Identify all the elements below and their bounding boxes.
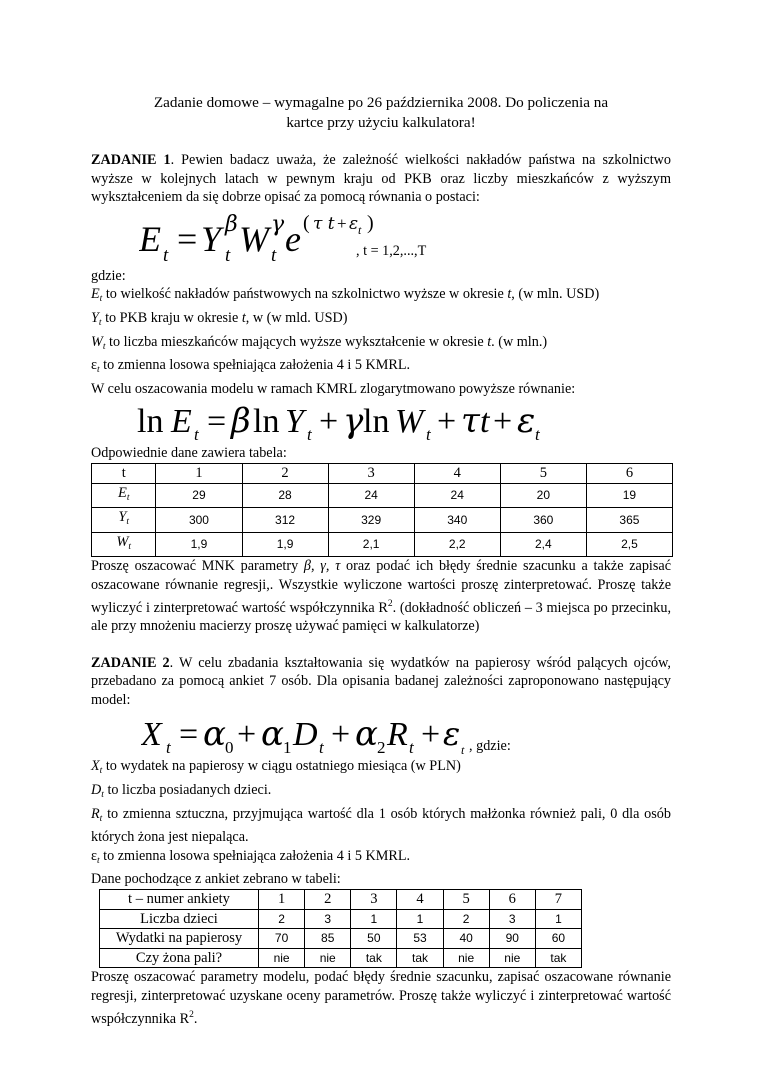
table-cell: 2 — [242, 463, 328, 483]
svg-text:E: E — [171, 403, 192, 441]
table-cell: 360 — [500, 508, 586, 533]
table-cell: t – numer ankiety — [100, 890, 259, 910]
table-cell: 5 — [443, 890, 489, 910]
table-cell: 1 — [397, 909, 443, 929]
table-cell: 300 — [156, 508, 242, 533]
table-row — [92, 508, 673, 533]
task1-data-table — [91, 463, 673, 557]
svg-text:α: α — [355, 714, 378, 755]
table-cell: 7 — [535, 890, 581, 910]
svg-text:t: t — [163, 244, 169, 266]
def-eps: $\varepsilon_t$ to zmienna losowa spełniająca założenia 4 i 5 KMRL. — [91, 357, 411, 376]
table-row-label: Wydatki na papierosy — [100, 929, 259, 949]
model-equation-formula — [139, 209, 559, 267]
svg-text:ln: ln — [363, 403, 390, 441]
svg-text:t: t — [535, 425, 540, 445]
def-D: $D_t$ to liczba posiadanych dzieci. — [91, 782, 272, 801]
svg-text:+: + — [331, 716, 351, 754]
svg-text:t: t — [194, 425, 199, 445]
def-eps-2: $\varepsilon_t$ to zmienna losowa spełniająca założenia 4 i 5 KMRL. — [91, 847, 411, 866]
svg-text:(: ( — [303, 211, 310, 234]
svg-text:W: W — [239, 218, 269, 259]
def-R: $R_t$ to zmienna sztuczna, przyjmująca wartość dla 1 osób których małżonka również pali, 0 dla osób których żona jest niepaląca. — [91, 805, 671, 846]
table-cell: 2,5 — [586, 532, 672, 557]
svg-text:+: + — [319, 403, 339, 441]
table-cell: 50 — [351, 929, 397, 949]
table-cell: 85 — [305, 929, 351, 949]
svg-text:τ t: τ t — [313, 213, 335, 234]
table-cell: tak — [351, 948, 397, 968]
table-cell: 70 — [259, 929, 305, 949]
table-row — [92, 532, 673, 557]
table-cell: 1,9 — [242, 532, 328, 557]
table-cell: 2 — [305, 890, 351, 910]
svg-text:ε: ε — [517, 401, 536, 442]
equation-range: , t = 1,2,...,T — [356, 242, 427, 259]
table-cell: 4 — [397, 890, 443, 910]
document-page — [91, 93, 671, 1028]
svg-text:): ) — [367, 211, 374, 234]
task2-heading: ZADANIE 2 — [91, 654, 170, 671]
title-line-2: kartce przy użyciu kalkulatora! — [286, 114, 476, 131]
table-cell: t — [92, 463, 156, 483]
svg-text:Y: Y — [285, 403, 304, 441]
svg-text:=: = — [177, 218, 198, 259]
table-cell: 3 — [305, 909, 351, 929]
svg-text:=: = — [207, 403, 227, 441]
svg-text:γ: γ — [271, 211, 285, 237]
svg-text:t: t — [271, 244, 277, 266]
table-cell: 28 — [242, 483, 328, 508]
svg-text:ln: ln — [253, 403, 280, 441]
title-line-1: Zadanie domowe – wymagalne po 26 października 2008. Do policzenia na — [153, 94, 609, 111]
task1-gdzie: gdzie: — [91, 267, 126, 284]
svg-text:+: + — [493, 403, 513, 441]
def-W: $W_t$ to liczba mieszkańców mających wyższe wykształcenie w okresie t. (w mln.) — [91, 333, 548, 352]
table-cell: 3 — [351, 890, 397, 910]
svg-text:e: e — [285, 218, 301, 259]
table-cell: nie — [259, 948, 305, 968]
svg-text:β: β — [231, 401, 251, 442]
svg-text:E: E — [139, 218, 161, 259]
svg-text:t: t — [307, 425, 312, 445]
task1-intro: ZADANIE 1. Pewien badacz uważa, że zależność wielkości nakładów państwa na szkolnictwo wyższe w kolejnych latach w pewnym kraju od PKB oraz liczby mieszkańców z wyższym wykształceniem da się dobrze opisać za pomocą równania o postaci: — [91, 152, 672, 206]
table-cell: nie — [443, 948, 489, 968]
task2-model-equation: X t = α 0 + α 1 D t + α 2 R t + ε t , gdzie: — [91, 711, 671, 757]
svg-text:+: + — [237, 716, 257, 754]
table-cell: 2,4 — [500, 532, 586, 557]
table-cell: 2,1 — [328, 532, 414, 557]
svg-text:=: = — [179, 716, 199, 754]
table-row-label: Czy żona pali? — [100, 948, 259, 968]
table-cell: 6 — [489, 890, 535, 910]
table-cell: 1,9 — [156, 532, 242, 557]
svg-text:R: R — [387, 716, 408, 754]
table-row — [100, 929, 582, 949]
def-E: $E_t$ to wielkość nakładów państwowych na szkolnictwo wyższe w okresie t, (w mln. USD) — [91, 286, 600, 305]
table-row-label: $Y_t$ — [92, 508, 156, 533]
log-intro: W celu oszacowania modelu w ramach KMRL zlogarytmowano powyższe równanie: — [91, 380, 576, 397]
table-cell: 2,2 — [414, 532, 500, 557]
table-row-label: $E_t$ — [92, 483, 156, 508]
task1-heading: ZADANIE 1 — [91, 152, 171, 168]
table-cell: 5 — [500, 463, 586, 483]
task2-intro: ZADANIE 2. W celu zbadania kształtowania się wydatków na papierosy wśród palących ojców, przebadano za pomocą ankiet 7 osób. Dla opisania badanej zależności zaproponowano następujący model: — [91, 654, 671, 708]
table-cell: 60 — [535, 929, 581, 949]
table-header-row — [100, 890, 582, 910]
svg-text:α: α — [203, 714, 226, 755]
table-cell: 1 — [535, 909, 581, 929]
table-cell: nie — [489, 948, 535, 968]
svg-text:t: t — [409, 738, 414, 758]
task2-equation-formula — [141, 711, 461, 757]
table-cell: tak — [397, 948, 443, 968]
svg-text:t: t — [358, 222, 362, 237]
table-cell: 24 — [328, 483, 414, 508]
svg-text:+: + — [437, 403, 457, 441]
table-cell: tak — [535, 948, 581, 968]
task2-gdzie: , gdzie: — [469, 738, 511, 755]
svg-text:t: t — [480, 403, 490, 441]
table-cell: 329 — [328, 508, 414, 533]
svg-text:W: W — [395, 403, 424, 441]
svg-text:α: α — [261, 714, 284, 755]
def-X: $X_t$ to wydatek na papierosy w ciągu ostatniego miesiąca (w PLN) — [91, 758, 461, 777]
table-cell: 19 — [586, 483, 672, 508]
table-header-row — [92, 463, 673, 483]
table-cell: 1 — [156, 463, 242, 483]
svg-text:Y: Y — [201, 218, 222, 259]
svg-text:τ: τ — [461, 401, 480, 442]
svg-text:γ: γ — [343, 401, 364, 442]
table-row-label: Liczba dzieci — [100, 909, 259, 929]
table-cell: 4 — [414, 463, 500, 483]
svg-text:2: 2 — [377, 738, 386, 758]
svg-text:ε: ε — [443, 715, 461, 754]
svg-text:t: t — [166, 738, 171, 758]
table-cell: nie — [305, 948, 351, 968]
svg-text:1: 1 — [283, 738, 292, 758]
svg-text:ln: ln — [137, 403, 164, 441]
task1-table-intro: Odpowiednie dane zawiera tabela: — [91, 445, 287, 462]
svg-text:X: X — [141, 716, 162, 754]
table-cell: 40 — [443, 929, 489, 949]
task1-instructions: Proszę oszacować MNK parametry β, γ, τ oraz podać ich błędy średnie szacunku a także zapisać oszacowane równanie regresji,. Wszystkie wyliczone wartości proszę zinterpretować. Proszę także wyliczyć i zinterpretować wartość współczynnika $R^2$. (dokładność obliczeń – 3 miejsca po przecinku, ale przy mnożeniu macierzy proszę używać pamięci w kalkulatorze) — [91, 558, 671, 635]
def-Y: $Y_t$ to PKB kraju w okresie t, w (w mld. USD) — [91, 309, 348, 328]
table-cell: 90 — [489, 929, 535, 949]
table-cell: 2 — [443, 909, 489, 929]
task1-log-equation — [91, 398, 671, 444]
svg-text:t: t — [225, 244, 231, 266]
table-cell: 29 — [156, 483, 242, 508]
table-cell: 53 — [397, 929, 443, 949]
task1-model-equation — [91, 209, 671, 267]
table-cell: 3 — [489, 909, 535, 929]
table-cell: 3 — [328, 463, 414, 483]
svg-text:+: + — [337, 213, 347, 233]
table-cell: 340 — [414, 508, 500, 533]
table-cell: 6 — [586, 463, 672, 483]
task2-instructions: Proszę oszacować parametry modelu, podać błędy średnie szacunku, zapisać oszacowane równanie regresji, zinterpretować uzyskane oceny parametrów. Proszę także wyliczyć i zinterpretować wartość współczynnika $R^2$. — [91, 969, 671, 1027]
table-row — [100, 909, 582, 929]
table-cell: 20 — [500, 483, 586, 508]
table-cell: 1 — [351, 909, 397, 929]
page-title — [91, 93, 671, 133]
svg-text:+: + — [421, 716, 441, 754]
table-row — [100, 948, 582, 968]
table-cell: 1 — [259, 890, 305, 910]
table-row — [92, 483, 673, 508]
svg-text:ε: ε — [349, 213, 359, 234]
table-row-label: $W_t$ — [92, 532, 156, 557]
table-cell: 312 — [242, 508, 328, 533]
table-cell: 365 — [586, 508, 672, 533]
log-equation-formula — [137, 398, 557, 444]
svg-text:0: 0 — [225, 738, 234, 758]
task2-table-intro: Dane pochodzące z ankiet zebrano w tabeli: — [91, 871, 341, 888]
table-cell: 24 — [414, 483, 500, 508]
svg-text:D: D — [293, 716, 318, 754]
table-cell: 2 — [259, 909, 305, 929]
svg-text:t: t — [319, 738, 324, 758]
task2-data-table — [99, 889, 582, 968]
svg-text:β: β — [225, 211, 238, 237]
svg-text:t: t — [426, 425, 431, 445]
